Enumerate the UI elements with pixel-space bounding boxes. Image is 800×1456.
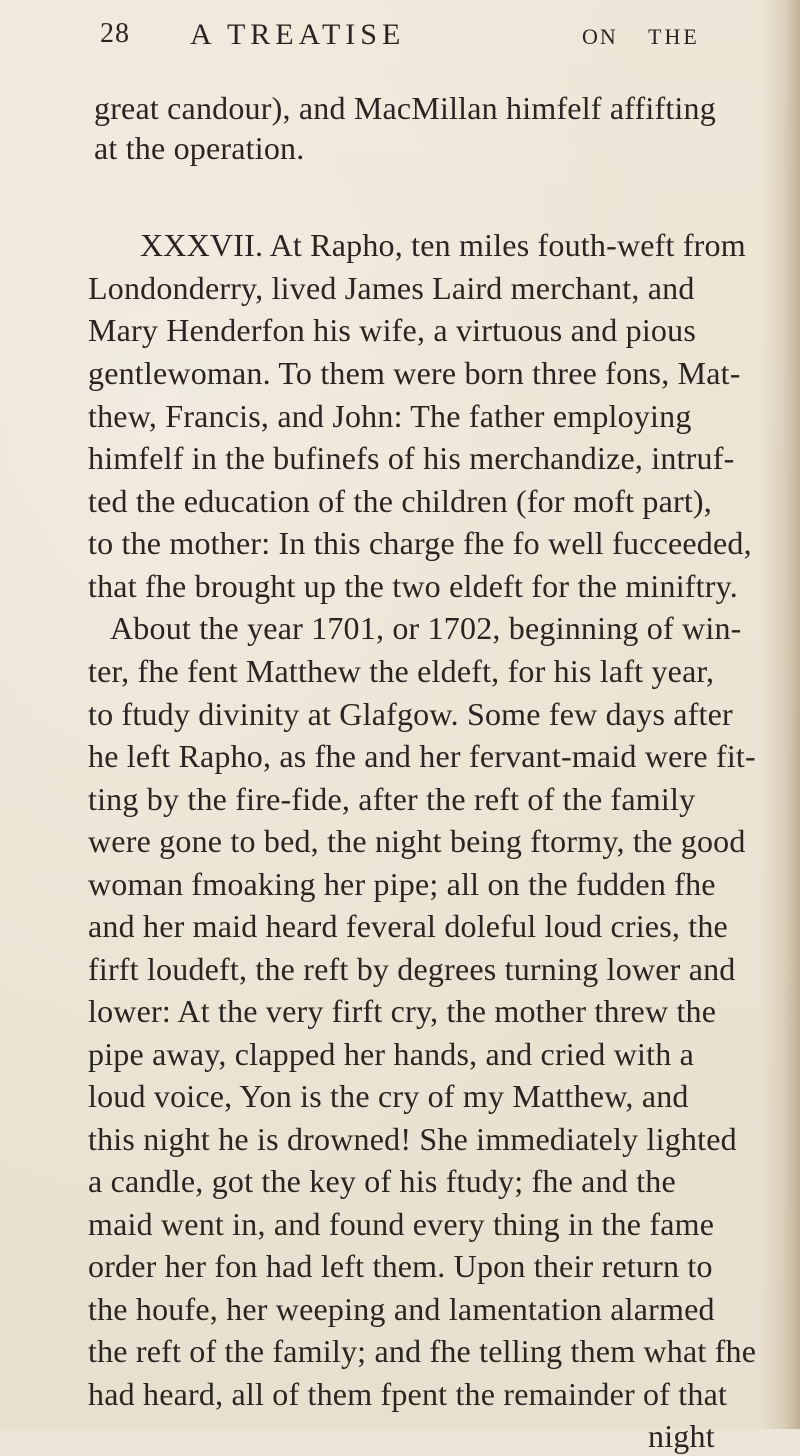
text-line: ted the education of the children (for moft part), (88, 483, 712, 519)
text-line: that fhe brought up the two eldeft for the miniftry. (88, 568, 738, 604)
text-line: and her maid heard feveral doleful loud cries, the (88, 908, 728, 944)
text-line: he left Rapho, as fhe and her fervant-maid were fit- (88, 738, 756, 774)
text-line: this night he is drowned! She immediately lighted (88, 1121, 737, 1157)
text-line: at the operation. (94, 130, 305, 166)
text-line: were gone to bed, the night being ftormy, the good (88, 823, 746, 859)
text-line: Londonderry, lived James Laird merchant, and (88, 270, 695, 306)
text-line: great candour), and MacMillan himfelf affifting (94, 90, 716, 126)
text-line: XXXVII. At Rapho, ten miles fouth-weft from (140, 227, 746, 263)
text-line: had heard, all of them fpent the remainder of that (88, 1376, 728, 1412)
text-line: About the year 1701, or 1702, beginning of win- (110, 610, 742, 646)
text-line: a candle, got the key of his ftudy; fhe and the (88, 1163, 676, 1199)
text-line: to the mother: In this charge fhe fo well fucceeded, (88, 525, 752, 561)
text-line: order her fon had left them. Upon their return to (88, 1248, 713, 1284)
text-line: pipe away, clapped her hands, and cried with a (88, 1036, 694, 1072)
text-line: thew, Francis, and John: The father employing (88, 398, 692, 434)
text-line: firft loudeft, the reft by degrees turning lower and (88, 951, 736, 987)
running-head-title: A TREATISE (190, 18, 406, 51)
running-head-the: THE (648, 24, 700, 49)
page-number: 28 (100, 18, 130, 49)
text-line: ting by the fire-fide, after the reft of the family (88, 781, 696, 817)
text-line: loud voice, Yon is the cry of my Matthew, and (88, 1078, 689, 1114)
running-head-on: ON (582, 24, 618, 49)
text-line: woman fmoaking her pipe; all on the fudden fhe (88, 866, 716, 902)
catchword: night (648, 1418, 715, 1454)
text-line: himfelf in the bufinefs of his merchandize, intruf- (88, 440, 735, 476)
page-edge-shadow (760, 0, 800, 1429)
text-line: maid went in, and found every thing in the fame (88, 1206, 715, 1242)
running-head (100, 18, 760, 58)
text-line: to ftudy divinity at Glafgow. Some few days after (88, 696, 733, 732)
text-line: the houfe, her weeping and lamentation alarmed (88, 1291, 715, 1327)
text-line: ter, fhe fent Matthew the eldeft, for his laft year, (88, 653, 715, 689)
text-line: the reft of the family; and fhe telling them what fhe (88, 1333, 757, 1369)
text-line: lower: At the very firft cry, the mother threw the (88, 993, 717, 1029)
text-line: gentlewoman. To them were born three fons, Mat- (88, 355, 741, 391)
text-line: Mary Henderfon his wife, a virtuous and pious (88, 312, 696, 348)
